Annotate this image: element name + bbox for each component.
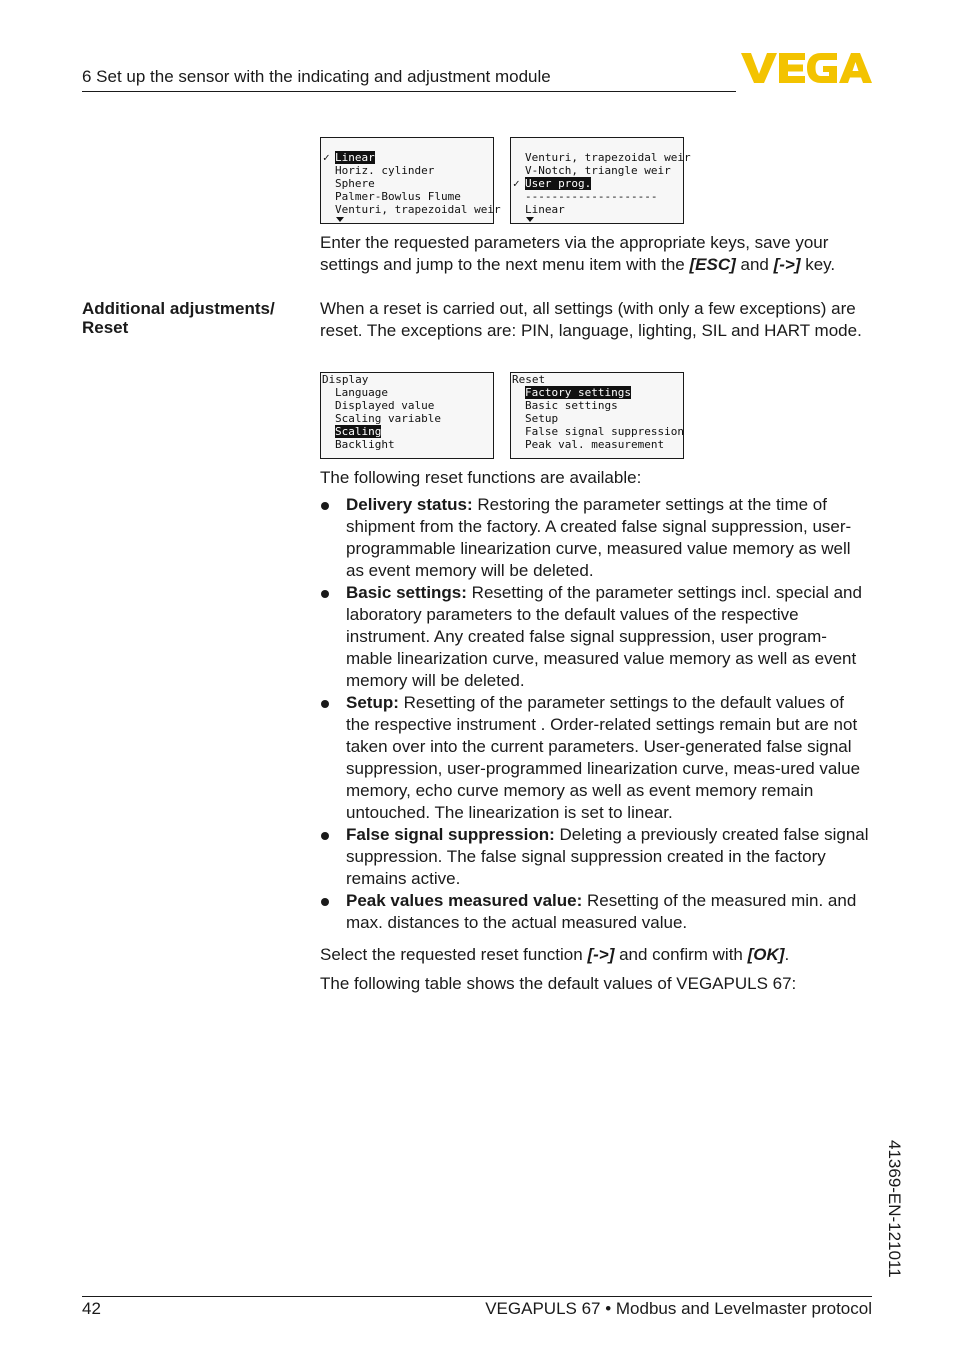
arrow-key: [->]: [587, 945, 615, 964]
ok-key: [OK]: [747, 945, 785, 964]
footer-divider: [82, 1296, 872, 1297]
menu-row: User prog.: [525, 177, 592, 190]
list-item: Basic settings: Resetting of the parameter settings incl. special and laboratory parameters to the default values of the respective instrument. Any created false signal suppression, user program-mable linearization curve, measured value memory as well as event memory will be deleted.: [320, 582, 872, 692]
reset-functions-list: [320, 494, 872, 934]
intro-paragraph: Enter the requested parameters via the appropriate keys, save your settings and jump to the next menu item with the [ESC] and [->] key.: [320, 233, 836, 274]
section-heading-reset: Additional adjustments/ Reset: [82, 299, 275, 337]
checkmark-icon: ✓: [513, 177, 520, 190]
menu-row: Peak val. measurement: [525, 438, 665, 451]
bullet-icon: [321, 502, 329, 510]
table-intro: The following table shows the default values of VEGAPULS 67:: [320, 974, 797, 993]
menu-row: Scaling variable: [335, 412, 441, 425]
list-item: False signal suppression: Deleting a previously created false signal suppression. The false signal suppression created in the factory remains active.: [320, 824, 872, 890]
scroll-down-icon: [336, 217, 344, 222]
menu-row: Sphere: [335, 177, 375, 190]
vega-logo: [741, 52, 872, 84]
menu-row: Scaling: [335, 425, 382, 438]
footer-doc-title: VEGAPULS 67 • Modbus and Levelmaster protocol: [485, 1299, 872, 1318]
list-item: Setup: Resetting of the parameter settings to the default values of the respective instrument . Order-related settings remain but are not taken over into the current parameters. User-generated false signal suppression, user-programmed linearization curve, meas-ured value memory, echo curve memory as well as event memory remain untouched. The linearization is set to linear.: [320, 692, 872, 824]
menu-row: Venturi, trapezoidal weir: [335, 203, 501, 216]
current-value: Linear: [525, 203, 565, 216]
bullet-icon: [321, 832, 329, 840]
esc-key: [ESC]: [689, 255, 736, 274]
menu-row: Venturi, trapezoidal weir: [525, 151, 691, 164]
menu-row: Factory settings: [525, 386, 631, 399]
reset-functions-intro: The following reset functions are available:: [320, 468, 642, 487]
header-divider: [82, 91, 736, 92]
menu-row: V-Notch, triangle weir: [525, 164, 671, 177]
bullet-icon: [321, 898, 329, 906]
menu-row: Horiz. cylinder: [335, 164, 435, 177]
list-item: Peak values measured value: Resetting of the measured min. and max. distances to the actual measured value.: [320, 890, 872, 934]
lcd-reset-menu: [510, 372, 684, 459]
menu-row: Basic settings: [525, 399, 618, 412]
scroll-down-icon: [526, 217, 534, 222]
list-item: Delivery status: Restoring the parameter settings at the time of shipment from the factory. A created false signal suppression, user-programmable linearization curve, measured value memory as well as event memory will be deleted.: [320, 494, 872, 582]
menu-row: Setup: [525, 412, 559, 425]
reset-description: When a reset is carried out, all settings (with only a few exceptions) are reset. The exceptions are: PIN, language, lighting, SIL and HART mode.: [320, 299, 862, 340]
menu-row: Displayed value: [335, 399, 435, 412]
menu-row: False signal suppression: [525, 425, 684, 438]
section-header: 6 Set up the sensor with the indicating and adjustment module: [82, 67, 551, 86]
menu-row: Linear: [335, 151, 375, 164]
checkmark-icon: ✓: [323, 151, 330, 164]
menu-row: Backlight: [335, 438, 395, 451]
lcd-linearization-list: [320, 137, 501, 224]
select-instruction: Select the requested reset function [->] and confirm with [OK].: [320, 945, 790, 964]
vega-logo-icon: [741, 52, 872, 84]
lcd-display-menu: [320, 372, 494, 459]
arrow-key: [->]: [773, 255, 801, 274]
menu-row: Palmer-Bowlus Flume: [335, 190, 461, 203]
menu-title: Reset: [512, 373, 546, 386]
bullet-icon: [321, 700, 329, 708]
menu-row: Language: [335, 386, 388, 399]
document-code: 41369-EN-121011: [885, 1140, 904, 1278]
lcd-linearization-list-scrolled: [510, 137, 691, 224]
menu-title: Display: [322, 373, 369, 386]
separator-line: --------------------: [525, 190, 658, 203]
bullet-icon: [321, 590, 329, 598]
page-number: 42: [82, 1299, 101, 1318]
